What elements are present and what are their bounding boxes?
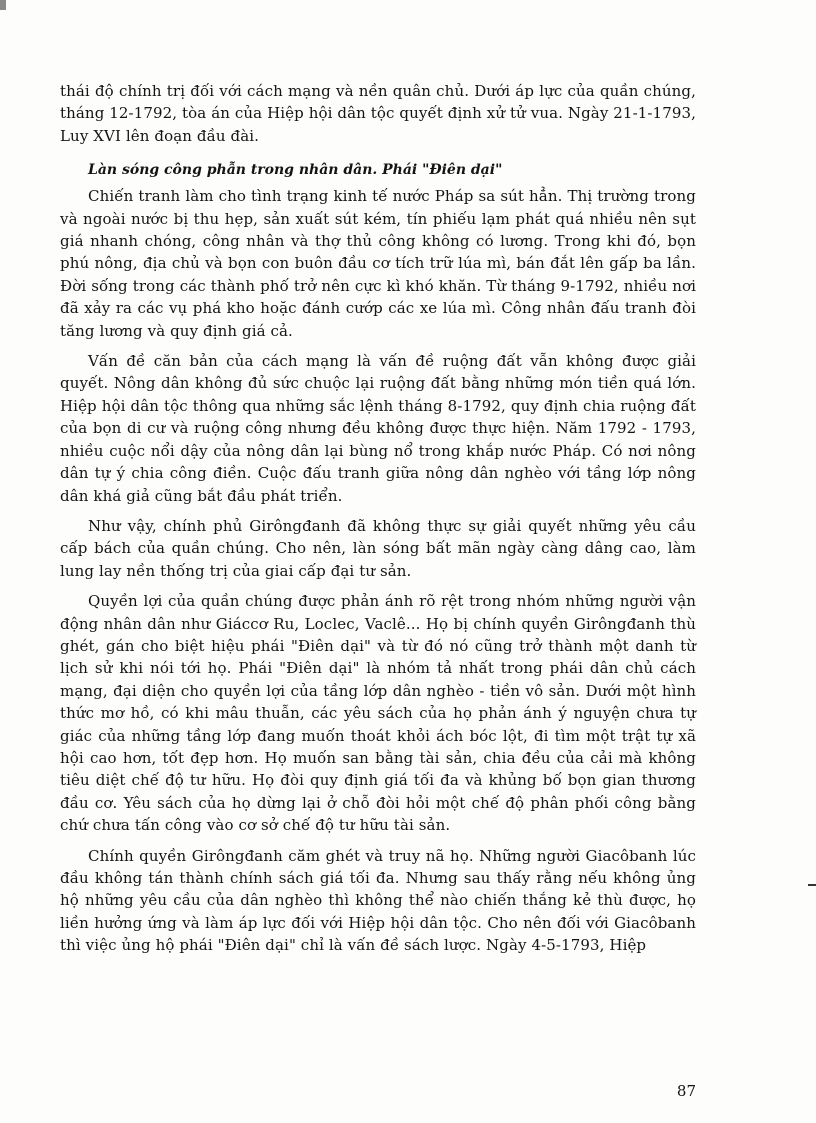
paragraph-enrages: Quyền lợi của quần chúng được phản ánh rõ rệt trong nhóm những người vận động nhân dân như Giáccơ Ru, Loclec, Vaclê... Họ bị chính quyền Girôngđanh thù ghét, gán cho biệt hiệu phái "Điên dại" và từ đó nó cũng trở thành một danh từ lịch sử khi nói tới họ. Phái "Điên dại" là nhóm tả nhất trong phái dân chủ cách mạng, đại diện cho quyền lợi của tầng lớp dân nghèo - tiền vô sản. Dưới một hình thức mơ hồ, có khi mâu thuẫn, các yêu sách của họ phản ánh ý nguyện chưa tự giác của những tầng lớp đang muốn thoát khỏi ách bóc lột, đi tìm một trật tự xã hội cao hơn, tốt đẹp hơn. Họ muốn san bằng tài sản, chia đều của cải mà không tiêu diệt chế độ tư hữu. Họ đòi quy định giá tối đa và khủng bố bọn gian thương đầu cơ. Yêu sách của họ dừng lại ở chỗ đòi hỏi một chế độ phân phối công bằng chứ chưa tấn công vào cơ sở chế độ tư hữu tài sản.	[60, 592, 696, 835]
paragraph-jacobins: Chính quyền Girôngđanh căm ghét và truy nã họ. Những người Giacôbanh lúc đầu không tán thành chính sách giá tối đa. Nhưng sau thấy rằng nếu không ủng hộ những yêu cầu của dân nghèo thì không thể nào chiến thắng kẻ thù được, họ liền hưởng ứng và làm áp lực đối với Hiệp hội dân tộc. Cho nên đối với Giacôbanh thì việc ủng hộ phái "Điên dại" chỉ là vấn đề sách lược. Ngày 4-5-1793, Hiệp	[60, 846, 696, 955]
margin-mark	[808, 884, 816, 886]
paragraph-land-question: Vấn đề căn bản của cách mạng là vấn đề ruộng đất vẫn không được giải quyết. Nông dân không đủ sức chuộc lại ruộng đất bằng những món tiền quá lớn. Hiệp hội dân tộc thông qua những sắc lệnh tháng 8-1792, quy định chia ruộng đất của bọn di cư và ruộng công nhưng đều không được thực hiện. Năm 1792 - 1793, nhiều cuộc nổi dậy của nông dân lại bùng nổ trong khắp nước Pháp. Có nơi nông dân tự ý chia công điền. Cuộc đấu tranh giữa nông dân nghèo với tầng lớp nông dân khá giả cũng bắt đầu phát triển.	[60, 352, 696, 505]
section-heading: Làn sóng công phẫn trong nhân dân. Phái "Điên dại"	[88, 162, 503, 179]
paragraph-girondin-failure: Như vậy, chính phủ Girôngđanh đã không thực sự giải quyết những yêu cầu cấp bách của quần chúng. Cho nên, làn sóng bất mãn ngày càng dâng cao, làm lung lay nền thống trị của giai cấp đại tư sản.	[60, 516, 696, 580]
page-number: 87	[676, 1082, 696, 1100]
paragraph-continuation: thái độ chính trị đối với cách mạng và nền quân chủ. Dưới áp lực của quần chúng, tháng 12-1792, tòa án của Hiệp hội dân tộc quyết định xử tử vua. Ngày 21-1-1793, Luy XVI lên đoạn đầu đài.	[60, 82, 696, 145]
page-body	[60, 80, 696, 965]
scan-corner-mark	[0, 0, 6, 10]
paragraph-war-economy: Chiến tranh làm cho tình trạng kinh tế nước Pháp sa sút hẳn. Thị trường trong và ngoài nước bị thu hẹp, sản xuất sút kém, tín phiếu lạm phát quá nhiều nên sụt giá nhanh chóng, công nhân và thợ thủ công không có lương. Trong khi đó, bọn phú nông, địa chủ và bọn con buôn đầu cơ tích trữ lúa mì, bán đắt lên gấp ba lần. Đời sống trong các thành phố trở nên cực kì khó khăn. Từ tháng 9-1792, nhiều nơi đã xảy ra các vụ phá kho hoặc đánh cướp các xe lúa mì. Công nhân đấu tranh đòi tăng lương và quy định giá cả.	[60, 187, 696, 340]
